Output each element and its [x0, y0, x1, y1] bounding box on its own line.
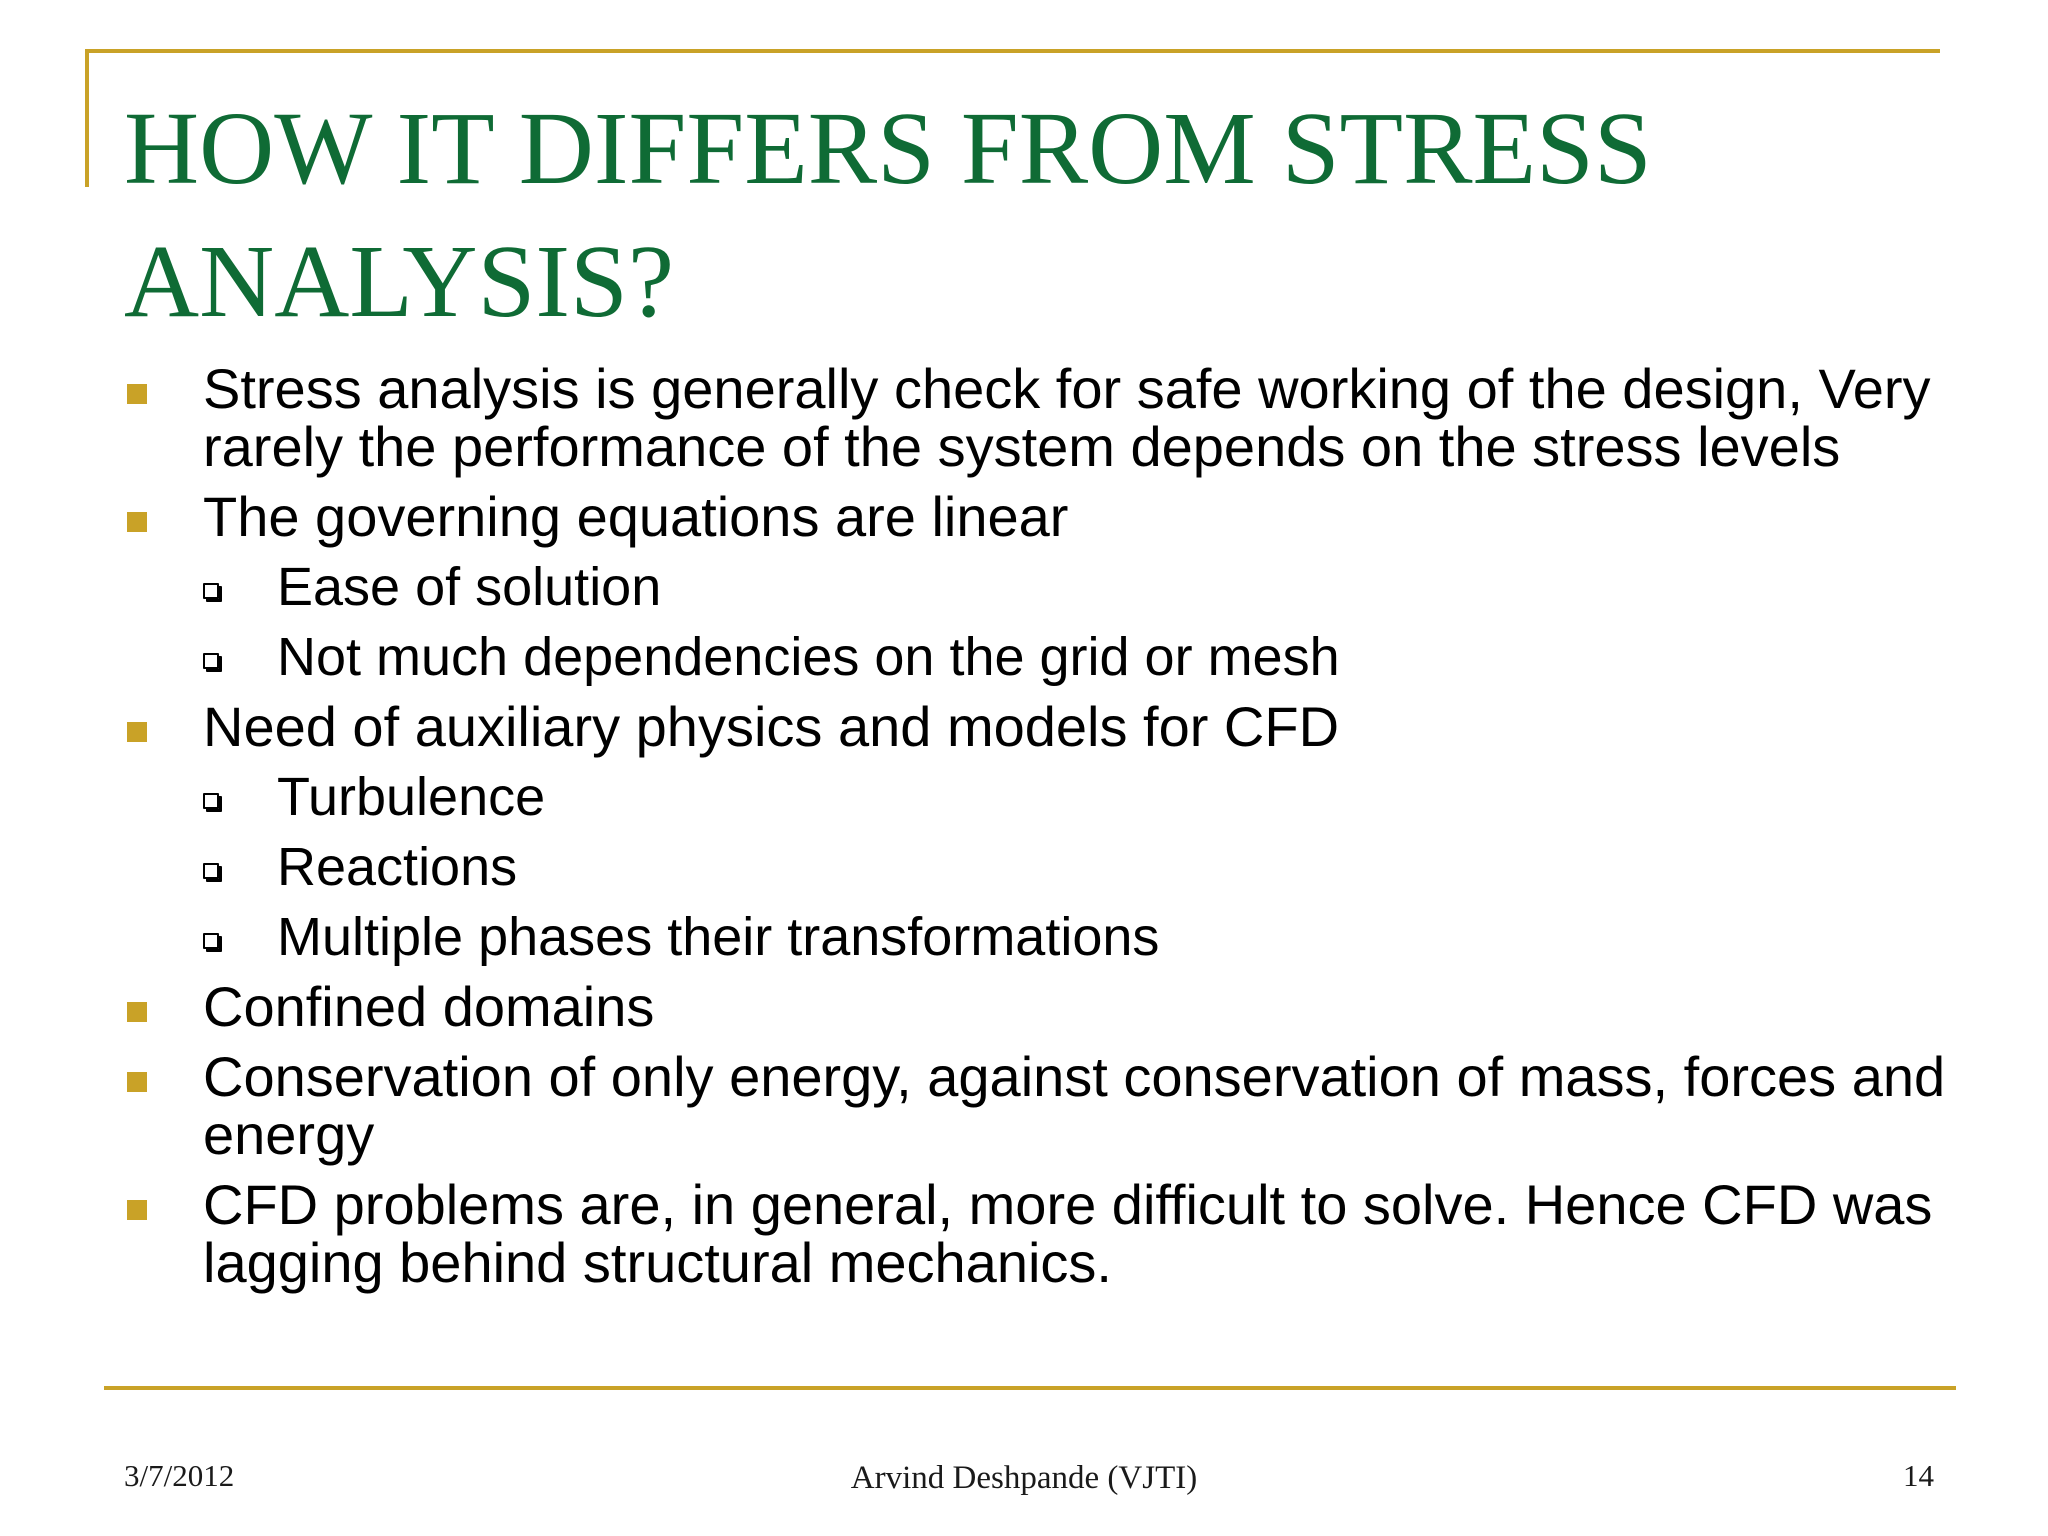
- top-rule: [85, 49, 1940, 53]
- square-bullet-icon: [127, 1200, 147, 1220]
- sub-bullet-text: Reactions: [277, 837, 518, 897]
- square-bullet-icon: [127, 512, 147, 532]
- footer-date: 3/7/2012: [124, 1458, 235, 1493]
- slide-title: HOW IT DIFFERS FROM STRESS ANALYSIS?: [124, 91, 1652, 339]
- sub-bullet-item: [124, 908, 1954, 966]
- sub-bullet-item: [124, 768, 1954, 826]
- bullet-text: The governing equations are linear: [203, 485, 1069, 548]
- bullet-text: Confined domains: [203, 975, 655, 1038]
- bullet-text: CFD problems are, in general, more difficult to solve. Hence CFD was lagging behind structural mechanics.: [203, 1173, 1933, 1294]
- sub-bullet-text: Ease of solution: [277, 557, 662, 617]
- bottom-rule: [104, 1386, 1956, 1390]
- page-number: 14: [1903, 1458, 1934, 1493]
- left-rule: [85, 49, 89, 187]
- bullet-item: [124, 1173, 1954, 1294]
- bullet-item: [124, 695, 1954, 758]
- bullet-item: [124, 357, 1954, 478]
- bullet-text: Conservation of only energy, against conservation of mass, forces and energy: [203, 1045, 1946, 1166]
- sub-bullet-text: Not much dependencies on the grid or mesh: [277, 627, 1340, 687]
- bullet-item: [124, 1045, 1954, 1166]
- sub-bullet-item: [124, 558, 1954, 616]
- bullet-item: [124, 485, 1954, 548]
- square-bullet-icon: [127, 1002, 147, 1022]
- hollow-square-bullet-icon: [203, 863, 219, 879]
- sub-bullet-item: [124, 628, 1954, 686]
- bullet-text: Need of auxiliary physics and models for CFD: [203, 695, 1340, 758]
- square-bullet-icon: [127, 1072, 147, 1092]
- bullet-list: [124, 357, 1954, 1294]
- bullet-text: Stress analysis is generally check for safe working of the design, Very rarely the performance of the system depends on the stress levels: [203, 357, 1931, 478]
- footer-author: Arvind Deshpande (VJTI): [850, 1460, 1198, 1496]
- sub-bullet-item: [124, 838, 1954, 896]
- sub-bullet-text: Turbulence: [277, 767, 546, 827]
- bullet-item: [124, 975, 1954, 1038]
- hollow-square-bullet-icon: [203, 653, 219, 669]
- hollow-square-bullet-icon: [203, 933, 219, 949]
- sub-bullet-text: Multiple phases their transformations: [277, 907, 1160, 967]
- hollow-square-bullet-icon: [203, 793, 219, 809]
- square-bullet-icon: [127, 384, 147, 404]
- square-bullet-icon: [127, 722, 147, 742]
- hollow-square-bullet-icon: [203, 583, 219, 599]
